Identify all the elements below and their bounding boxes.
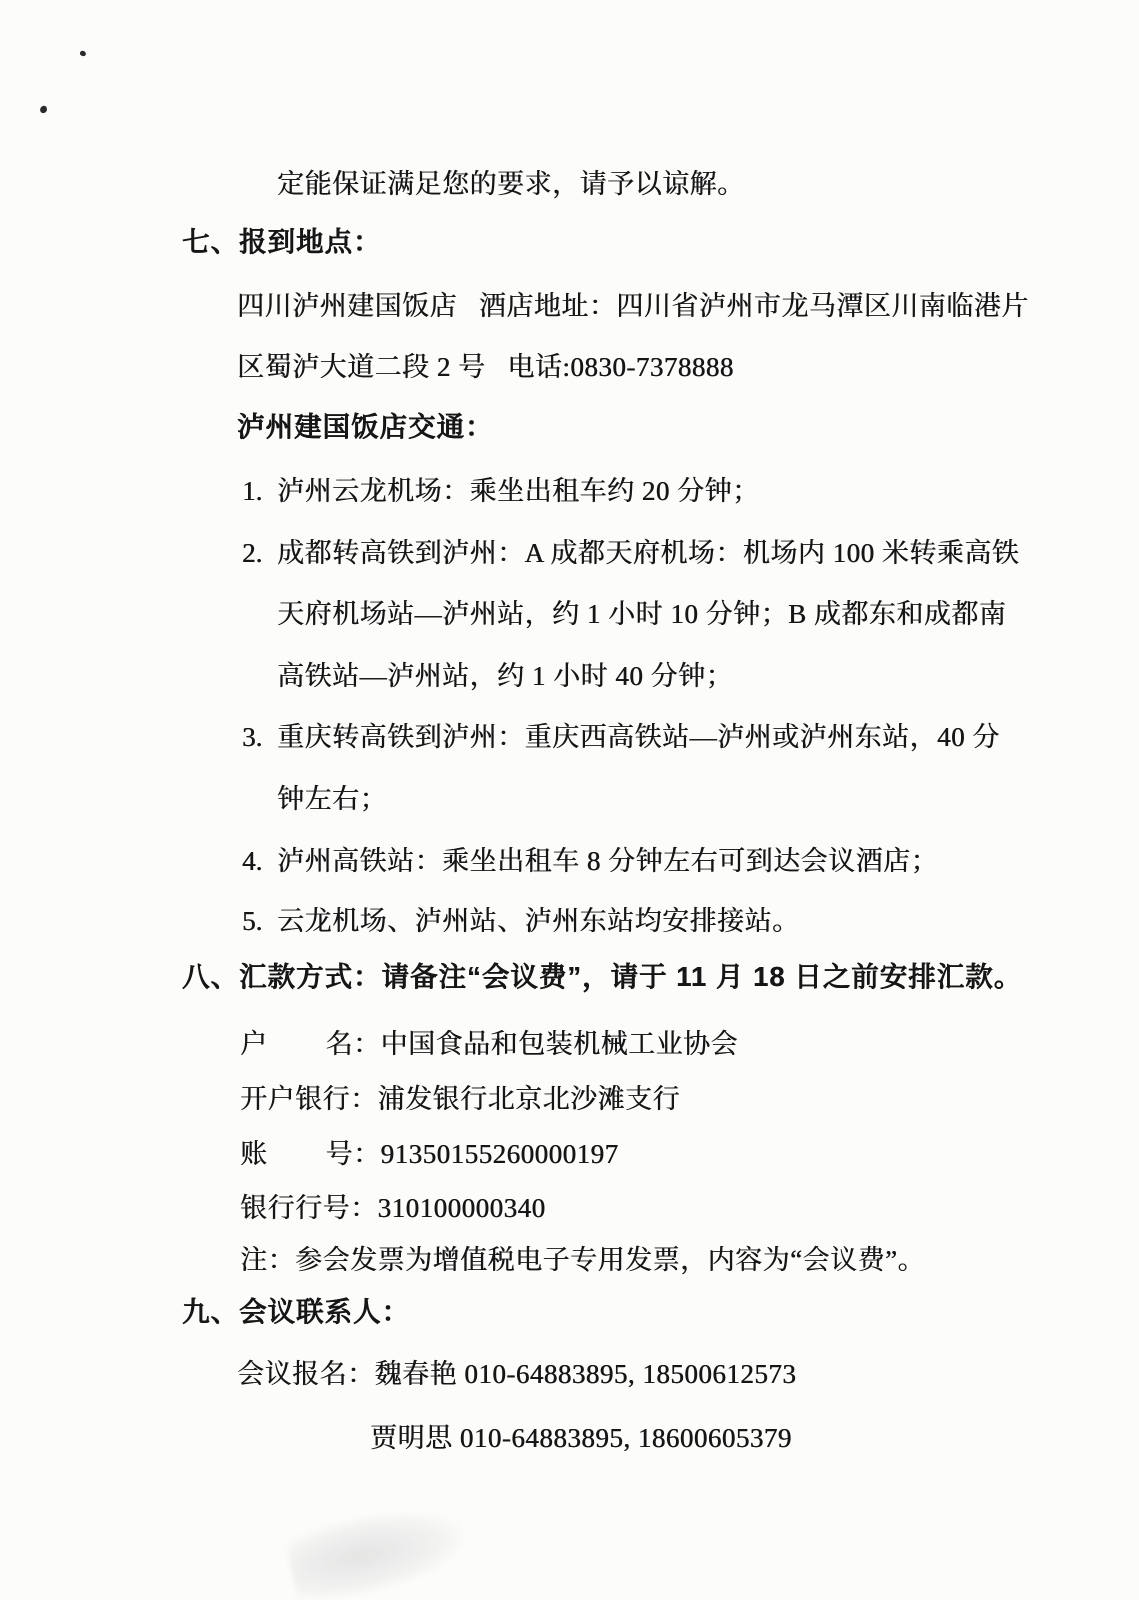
list-text: 云龙机场、泸州站、泸州东站均安排接站。 bbox=[277, 906, 800, 936]
ink-speck-icon bbox=[39, 105, 48, 114]
transport-item-2-cont1: 天府机场站—泸州站，约 1 小时 10 分钟；B 成都东和成都南 bbox=[277, 599, 1007, 629]
row-label: 注： bbox=[240, 1245, 295, 1275]
row-label: 银行行号： bbox=[240, 1193, 378, 1223]
contact-label: 会议报名： bbox=[237, 1359, 375, 1389]
intro-continuation-line: 定能保证满足您的要求，请予以谅解。 bbox=[277, 169, 745, 199]
ink-speck-icon bbox=[79, 50, 87, 57]
transport-item-2-cont2: 高铁站—泸州站，约 1 小时 40 分钟； bbox=[277, 661, 733, 691]
list-text: 成都转高铁到泸州：A 成都天府机场：机场内 100 米转乘高铁 bbox=[277, 538, 1020, 568]
section8-heading: 八、汇款方式：请备注“会议费”，请于 11 月 18 日之前安排汇款。 bbox=[182, 961, 1023, 992]
transport-item-1 bbox=[242, 473, 760, 509]
contact-row-1 bbox=[237, 1356, 796, 1392]
row-value: 参会发票为增值税电子专用发票，内容为“会议费”。 bbox=[295, 1245, 925, 1275]
list-number: 1. bbox=[242, 476, 263, 506]
section7-heading: 七、报到地点： bbox=[182, 226, 382, 257]
list-text: 泸州高铁站：乘坐出租车 8 分钟左右可到达会议酒店； bbox=[277, 846, 938, 876]
row-value: 91350155260000197 bbox=[380, 1139, 619, 1169]
transport-item-4 bbox=[242, 843, 938, 879]
section9-heading: 九、会议联系人： bbox=[182, 1296, 410, 1327]
list-number: 4. bbox=[242, 846, 263, 876]
bank-row-bank-name bbox=[240, 1081, 680, 1117]
row-label: 户 名： bbox=[240, 1029, 381, 1059]
hotel-address-line1: 四川泸州建国饭店 酒店地址：四川省泸州市龙马潭区川南临港片 bbox=[237, 291, 1029, 321]
hotel-address-line2: 区蜀泸大道二段 2 号 电话:0830-7378888 bbox=[237, 352, 734, 382]
invoice-note-row bbox=[240, 1242, 925, 1278]
row-value: 310100000340 bbox=[377, 1193, 546, 1223]
row-value: 浦发银行北京北沙滩支行 bbox=[377, 1084, 680, 1114]
contact-row-2: 贾明思 010-64883895, 18600605379 bbox=[370, 1423, 792, 1453]
bank-row-account-name bbox=[240, 1026, 738, 1062]
contact-value: 魏春艳 010-64883895, 18500612573 bbox=[374, 1359, 797, 1389]
row-value: 中国食品和包装机械工业协会 bbox=[380, 1029, 738, 1059]
list-number: 2. bbox=[242, 538, 263, 568]
list-text: 泸州云龙机场：乘坐出租车约 20 分钟； bbox=[277, 476, 760, 506]
transport-item-3-cont: 钟左右； bbox=[277, 784, 387, 814]
list-number: 5. bbox=[242, 906, 263, 936]
transport-item-2 bbox=[242, 535, 1019, 571]
list-number: 3. bbox=[242, 722, 263, 752]
scan-smudge bbox=[284, 1498, 471, 1600]
list-text: 重庆转高铁到泸州：重庆西高铁站—泸州或泸州东站，40 分 bbox=[277, 722, 1000, 752]
transport-item-5 bbox=[242, 903, 800, 939]
bank-row-bank-code bbox=[240, 1190, 546, 1226]
transport-item-3 bbox=[242, 719, 1000, 755]
bank-row-account-number bbox=[240, 1136, 619, 1172]
row-label: 开户银行： bbox=[240, 1084, 378, 1114]
row-label: 账 号： bbox=[240, 1139, 381, 1169]
transport-heading: 泸州建国饭店交通： bbox=[237, 411, 494, 442]
